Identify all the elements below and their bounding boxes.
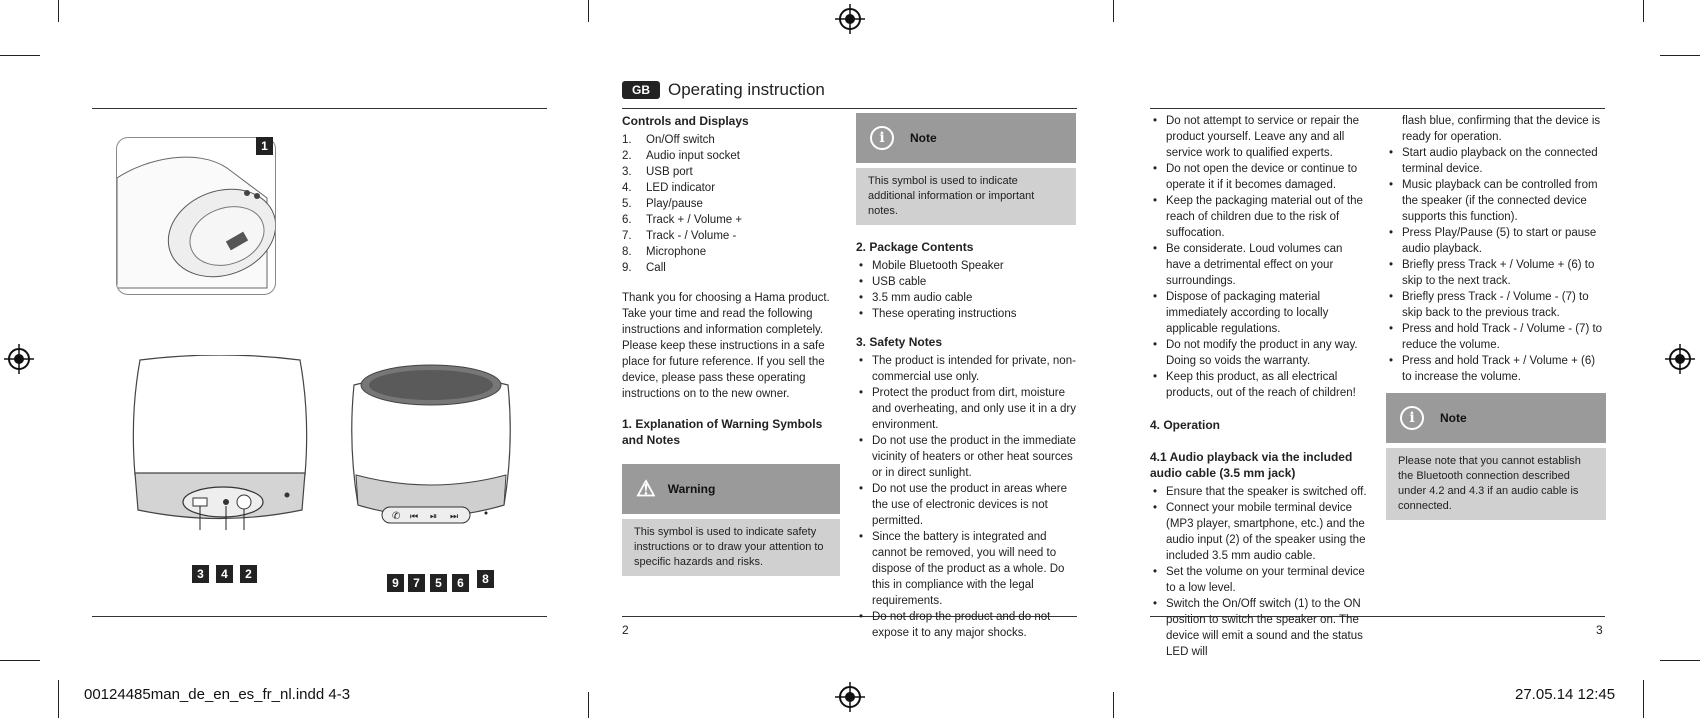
next-track-icon: ⏭ (450, 512, 459, 522)
column-1 (622, 113, 840, 576)
safety-notes-list (856, 353, 1076, 641)
list-item: 5. Play/pause (622, 198, 703, 210)
intro-paragraph: Thank you for choosing a Hama product. Take your time and read the following instructions and information completely. Please keep these instructions in a safe place for future reference. If you sell the device, please pass these operating instructions on to the new owner. (622, 292, 830, 400)
list-item: • USB cable (856, 274, 1076, 290)
note-text: This symbol is used to indicate additional information or important notes. (856, 168, 1076, 225)
list-item: • Be considerate. Loud volumes can have a detrimental effect on your surroundings. (1150, 241, 1370, 289)
figure-badge-7: 7 (408, 574, 425, 592)
list-item: • Do not open the device or continue to operate it if it becomes damaged. (1150, 161, 1370, 193)
list-item: • Switch the On/Off switch (1) to the ON position to switch the speaker on. The device will emit a sound and the status LED will (1150, 596, 1370, 660)
figure-badge-8: 8 (477, 570, 494, 588)
list-item: 4. LED indicator (622, 182, 716, 194)
list-item: • Protect the product from dirt, moisture and overheating, and only use it in a dry environment. (856, 385, 1076, 433)
section-4-1-heading: 4.1 Audio playback via the included audio cable (3.5 mm jack) (1150, 450, 1353, 480)
play-pause-icon: ⏯ (430, 512, 438, 522)
controls-heading: Controls and Displays (622, 114, 749, 128)
note-text: Please note that you cannot establish the Bluetooth connection described under 4.2 and 4.3 if an audio cable is connected. (1386, 448, 1606, 520)
crop-mark (1113, 692, 1114, 718)
list-item: • Since the battery is integrated and cannot be removed, you will need to dispose of the product as a whole. Do this in compliance with the legal requirements. (856, 529, 1076, 609)
controls-list (622, 132, 840, 276)
list-item: • Do not drop the product and do not expose it to any major shocks. (856, 609, 1076, 641)
crop-mark (0, 660, 40, 661)
crop-mark (1643, 0, 1644, 22)
warning-triangle-icon: ⚠ (636, 476, 656, 501)
list-item: 6. Track + / Volume + (622, 214, 743, 226)
top-rule (622, 108, 1077, 109)
section-4-heading: 4. Operation (1150, 418, 1221, 432)
info-icon: i (870, 126, 894, 150)
page-header (622, 80, 825, 100)
continued-text: flash blue, confirming that the device is ready for operation. (1402, 115, 1601, 143)
figure-badge-9: 9 (387, 574, 404, 592)
note-label: Note (1440, 411, 1467, 425)
crop-mark (0, 55, 40, 56)
list-item: • Press Play/Pause (5) to start or pause audio playback. (1386, 225, 1606, 257)
package-contents-list (856, 258, 1076, 322)
crop-mark (1660, 660, 1700, 661)
call-button-icon: ✆ (392, 511, 401, 522)
figure-badge-3: 3 (192, 565, 209, 583)
list-item: • Set the volume on your terminal device to a low level. (1150, 564, 1370, 596)
operation-list (1150, 484, 1370, 660)
section-1-heading: 1. Explanation of Warning Symbols and Notes (622, 417, 823, 447)
figure-badge-1: 1 (256, 137, 273, 155)
crop-mark (1643, 680, 1644, 718)
list-item: • These operating instructions (856, 306, 1076, 322)
section-3-heading: 3. Safety Notes (856, 335, 943, 349)
list-item: • Do not modify the product in any way. Doing so voids the warranty. (1150, 337, 1370, 369)
prev-track-icon: ⏮ (410, 512, 419, 522)
list-item: • Ensure that the speaker is switched off. (1150, 484, 1370, 500)
safety-notes-list-continued (1150, 113, 1370, 401)
list-item: • Keep the packaging material out of the reach of children due to the risk of suffocation. (1150, 193, 1370, 241)
figure-badge-2: 2 (240, 565, 257, 583)
warning-label: Warning (667, 482, 716, 496)
column-3 (1150, 113, 1370, 672)
bottom-rule (92, 616, 547, 617)
list-item: • Press and hold Track + / Volume + (6) to increase the volume. (1386, 353, 1606, 385)
list-item: • Do not use the product in areas where the use of electronic devices is not permitted. (856, 481, 1076, 529)
list-item: • Do not attempt to service or repair the product yourself. Leave any and all service work to qualified experts. (1150, 113, 1370, 161)
list-item: • Do not use the product in the immediate vicinity of heaters or other heat sources or in direct sunlight. (856, 433, 1076, 481)
figure-badge-6: 6 (452, 574, 469, 592)
page-number-right: 3 (1596, 623, 1603, 637)
top-rule (1150, 108, 1605, 109)
section-2-heading: 2. Package Contents (856, 240, 974, 254)
crop-mark (588, 0, 589, 22)
info-icon: i (1400, 406, 1424, 430)
language-badge: GB (622, 81, 660, 99)
list-item: • Press and hold Track - / Volume - (7) to reduce the volume. (1386, 321, 1606, 353)
list-item: • Connect your mobile terminal device (MP3 player, smartphone, etc.) and the audio input (2) of the speaker using the included 3.5 mm audio cable. (1150, 500, 1370, 564)
list-item: • Briefly press Track + / Volume + (6) to skip to the next track. (1386, 257, 1606, 289)
list-item: 2. Audio input socket (622, 150, 740, 162)
registration-mark-icon (835, 682, 865, 712)
speaker-back-illustration (130, 355, 310, 530)
crop-mark (1660, 55, 1700, 56)
list-item: 9. Call (622, 262, 666, 274)
list-item: • Briefly press Track - / Volume - (7) to skip back to the previous track. (1386, 289, 1606, 321)
list-item: • The product is intended for private, non-commercial use only. (856, 353, 1076, 385)
note-header (856, 113, 1076, 163)
figure-badge-4: 4 (216, 565, 233, 583)
list-item: • 3.5 mm audio cable (856, 290, 1076, 306)
registration-mark-icon (4, 344, 34, 374)
speaker-top-illustration (346, 355, 516, 535)
crop-mark (588, 692, 589, 718)
figure-badge-5: 5 (430, 574, 447, 592)
list-item: 1. On/Off switch (622, 134, 715, 146)
list-item: 3. USB port (622, 166, 693, 178)
warning-text: This symbol is used to indicate safety instructions or to draw your attention to specific hazards and risks. (622, 519, 840, 576)
speaker-bottom-figure (116, 137, 276, 295)
note-label: Note (910, 131, 937, 145)
crop-mark (58, 0, 59, 22)
column-2 (856, 113, 1076, 653)
list-item: 8. Microphone (622, 246, 707, 258)
operation-list-continued (1386, 145, 1606, 385)
note-header (1386, 393, 1606, 443)
crop-mark (58, 680, 59, 718)
footer-date: 27.05.14 12:45 (1515, 686, 1616, 703)
speaker-bottom-illustration (117, 138, 275, 294)
footer-filename: 00124485man_de_en_es_fr_nl.indd 4-3 (84, 686, 351, 703)
list-item: • Keep this product, as all electrical products, out of the reach of children! (1150, 369, 1370, 401)
column-4 (1386, 113, 1606, 520)
crop-mark (1113, 0, 1114, 22)
list-item: • Music playback can be controlled from the speaker (if the connected device supports this function). (1386, 177, 1606, 225)
page-number-left: 2 (622, 623, 629, 637)
registration-mark-icon (1665, 344, 1695, 374)
top-rule (92, 108, 547, 109)
warning-header (622, 464, 840, 514)
list-item: 7. Track - / Volume - (622, 230, 737, 242)
list-item: • Dispose of packaging material immediately according to locally applicable regulations. (1150, 289, 1370, 337)
list-item: • Start audio playback on the connected terminal device. (1386, 145, 1606, 177)
registration-mark-icon (835, 4, 865, 34)
list-item: • Mobile Bluetooth Speaker (856, 258, 1076, 274)
page-title: Operating instruction (668, 80, 825, 99)
